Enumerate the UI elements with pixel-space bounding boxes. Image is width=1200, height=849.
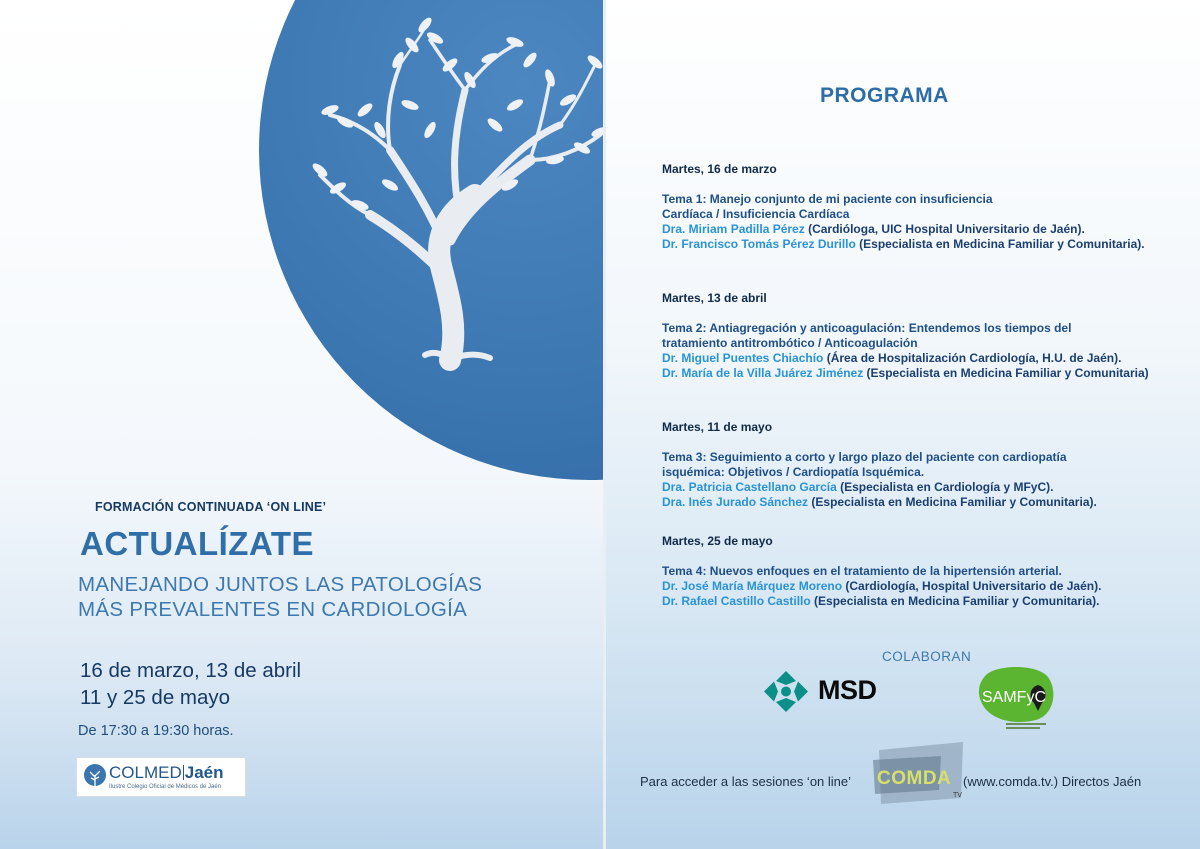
session-topic: Tema 1: Manejo conjunto de mi paciente con insuficiencia (662, 192, 993, 206)
session-topic: Tema 3: Seguimiento a corto y largo plazo del paciente con cardiopatía (662, 450, 1067, 464)
colaboran-label: COLABORAN (882, 649, 972, 664)
session-topic: Cardíaca / Insuficiencia Cardíaca (662, 207, 850, 221)
speaker-name: Dra. Patricia Castellano García (662, 480, 837, 494)
olive-tree-icon (300, 10, 603, 380)
samfyc-logo (976, 665, 1062, 733)
session-speaker (662, 237, 1145, 252)
speaker-name: Dr. Francisco Tomás Pérez Durillo (662, 237, 856, 251)
session-speaker (662, 351, 1149, 366)
event-dates (80, 657, 301, 711)
speaker-name: Dra. Miriam Padilla Pérez (662, 222, 805, 236)
speaker-role: (Área de Hospitalización Cardiología, H.U. de Jaén). (823, 351, 1122, 365)
session-topic: Tema 4: Nuevos enfoques en el tratamiento de la hipertensión arterial. (662, 564, 1062, 578)
samfyc-wordmark: SAMFyC (982, 689, 1046, 706)
comda-tv-mark: TV (953, 792, 962, 799)
session-block (662, 534, 1101, 609)
speaker-name: Dr. Rafael Castillo Castillo (662, 594, 811, 608)
session-topic: isquémica: Objetivos / Cardiopatía Isquémica. (662, 465, 925, 479)
access-text: Para acceder a las sesiones ‘on line’ (640, 774, 852, 789)
session-speaker (662, 579, 1101, 594)
speaker-role: (Especialista en Medicina Familiar y Comunitaria) (863, 366, 1149, 380)
subtitle-line: MÁS PREVALENTES EN CARDIOLOGÍA (78, 598, 468, 621)
program-title: PROGRAMA (820, 84, 949, 107)
logo-separator (183, 765, 184, 780)
subtitle-line: MANEJANDO JUNTOS LAS PATOLOGÍAS (78, 573, 483, 596)
speaker-role: (Especialista en Medicina Familiar y Comunitaria). (855, 237, 1145, 251)
speaker-role: (Especialista en Medicina Familiar y Comunitaria). (810, 594, 1100, 608)
session-date: Martes, 11 de mayo (662, 420, 773, 434)
colmed-logo-text (109, 763, 223, 783)
session-date: Martes, 13 de abril (662, 291, 767, 305)
colmed-jaen-logo (76, 757, 246, 797)
speaker-name: Dr. María de la Villa Juárez Jiménez (662, 366, 864, 380)
access-url-text: (www.comda.tv.) Directos Jaén (963, 774, 1142, 789)
session-topic: tratamiento antitrombótico / Anticoagulación (662, 336, 918, 350)
program-page (606, 0, 1200, 849)
session-date: Martes, 16 de marzo (662, 162, 777, 176)
msd-icon (762, 669, 810, 714)
colmed-logo-right: Jaén (184, 763, 224, 782)
session-speaker (662, 366, 1149, 381)
session-block (662, 420, 1097, 510)
session-speaker (662, 594, 1101, 609)
comda-wordmark: COMDA (877, 768, 952, 789)
speaker-name: Dra. Inés Jurado Sánchez (662, 495, 809, 509)
event-hours: De 17:30 a 19:30 horas. (78, 723, 234, 739)
program-subheading: FORMACIÓN CONTINUADA ‘ON LINE’ (95, 500, 327, 514)
speaker-name: Dr. Miguel Puentes Chiachío (662, 351, 824, 365)
msd-wordmark: MSD (818, 675, 877, 705)
session-speaker (662, 480, 1097, 495)
session-block (662, 162, 1145, 252)
session-block (662, 291, 1149, 381)
session-date: Martes, 25 de mayo (662, 534, 773, 548)
comda-tv-logo (871, 742, 967, 812)
session-topic: Tema 2: Antiagregación y anticoagulación: Entendemos los tiempos del (662, 321, 1072, 335)
colmed-logo-left: COLMED (109, 763, 182, 782)
dates-line: 16 de marzo, 13 de abril (80, 659, 302, 682)
speaker-role: (Cardiología, Hospital Universitario de Jaén). (842, 579, 1102, 593)
event-title: ACTUALÍZATE (80, 525, 315, 562)
dates-line: 11 y 25 de mayo (80, 686, 231, 709)
speaker-role: (Especialista en Medicina Familiar y Comunitaria). (808, 495, 1097, 509)
colmed-tree-icon (83, 763, 107, 791)
colmed-logo-subtitle: Ilustre Colegio Oficial de Médicos de Jaén (109, 784, 222, 790)
speaker-role: (Especialista en Cardiología y MFyC). (836, 480, 1054, 494)
speaker-role: (Cardióloga, UIC Hospital Universitario de Jaén). (804, 222, 1085, 236)
session-speaker (662, 495, 1097, 510)
session-speaker (662, 222, 1145, 237)
speaker-name: Dr. José María Márquez Moreno (662, 579, 843, 593)
msd-logo (762, 669, 912, 714)
event-subtitle (78, 572, 482, 622)
